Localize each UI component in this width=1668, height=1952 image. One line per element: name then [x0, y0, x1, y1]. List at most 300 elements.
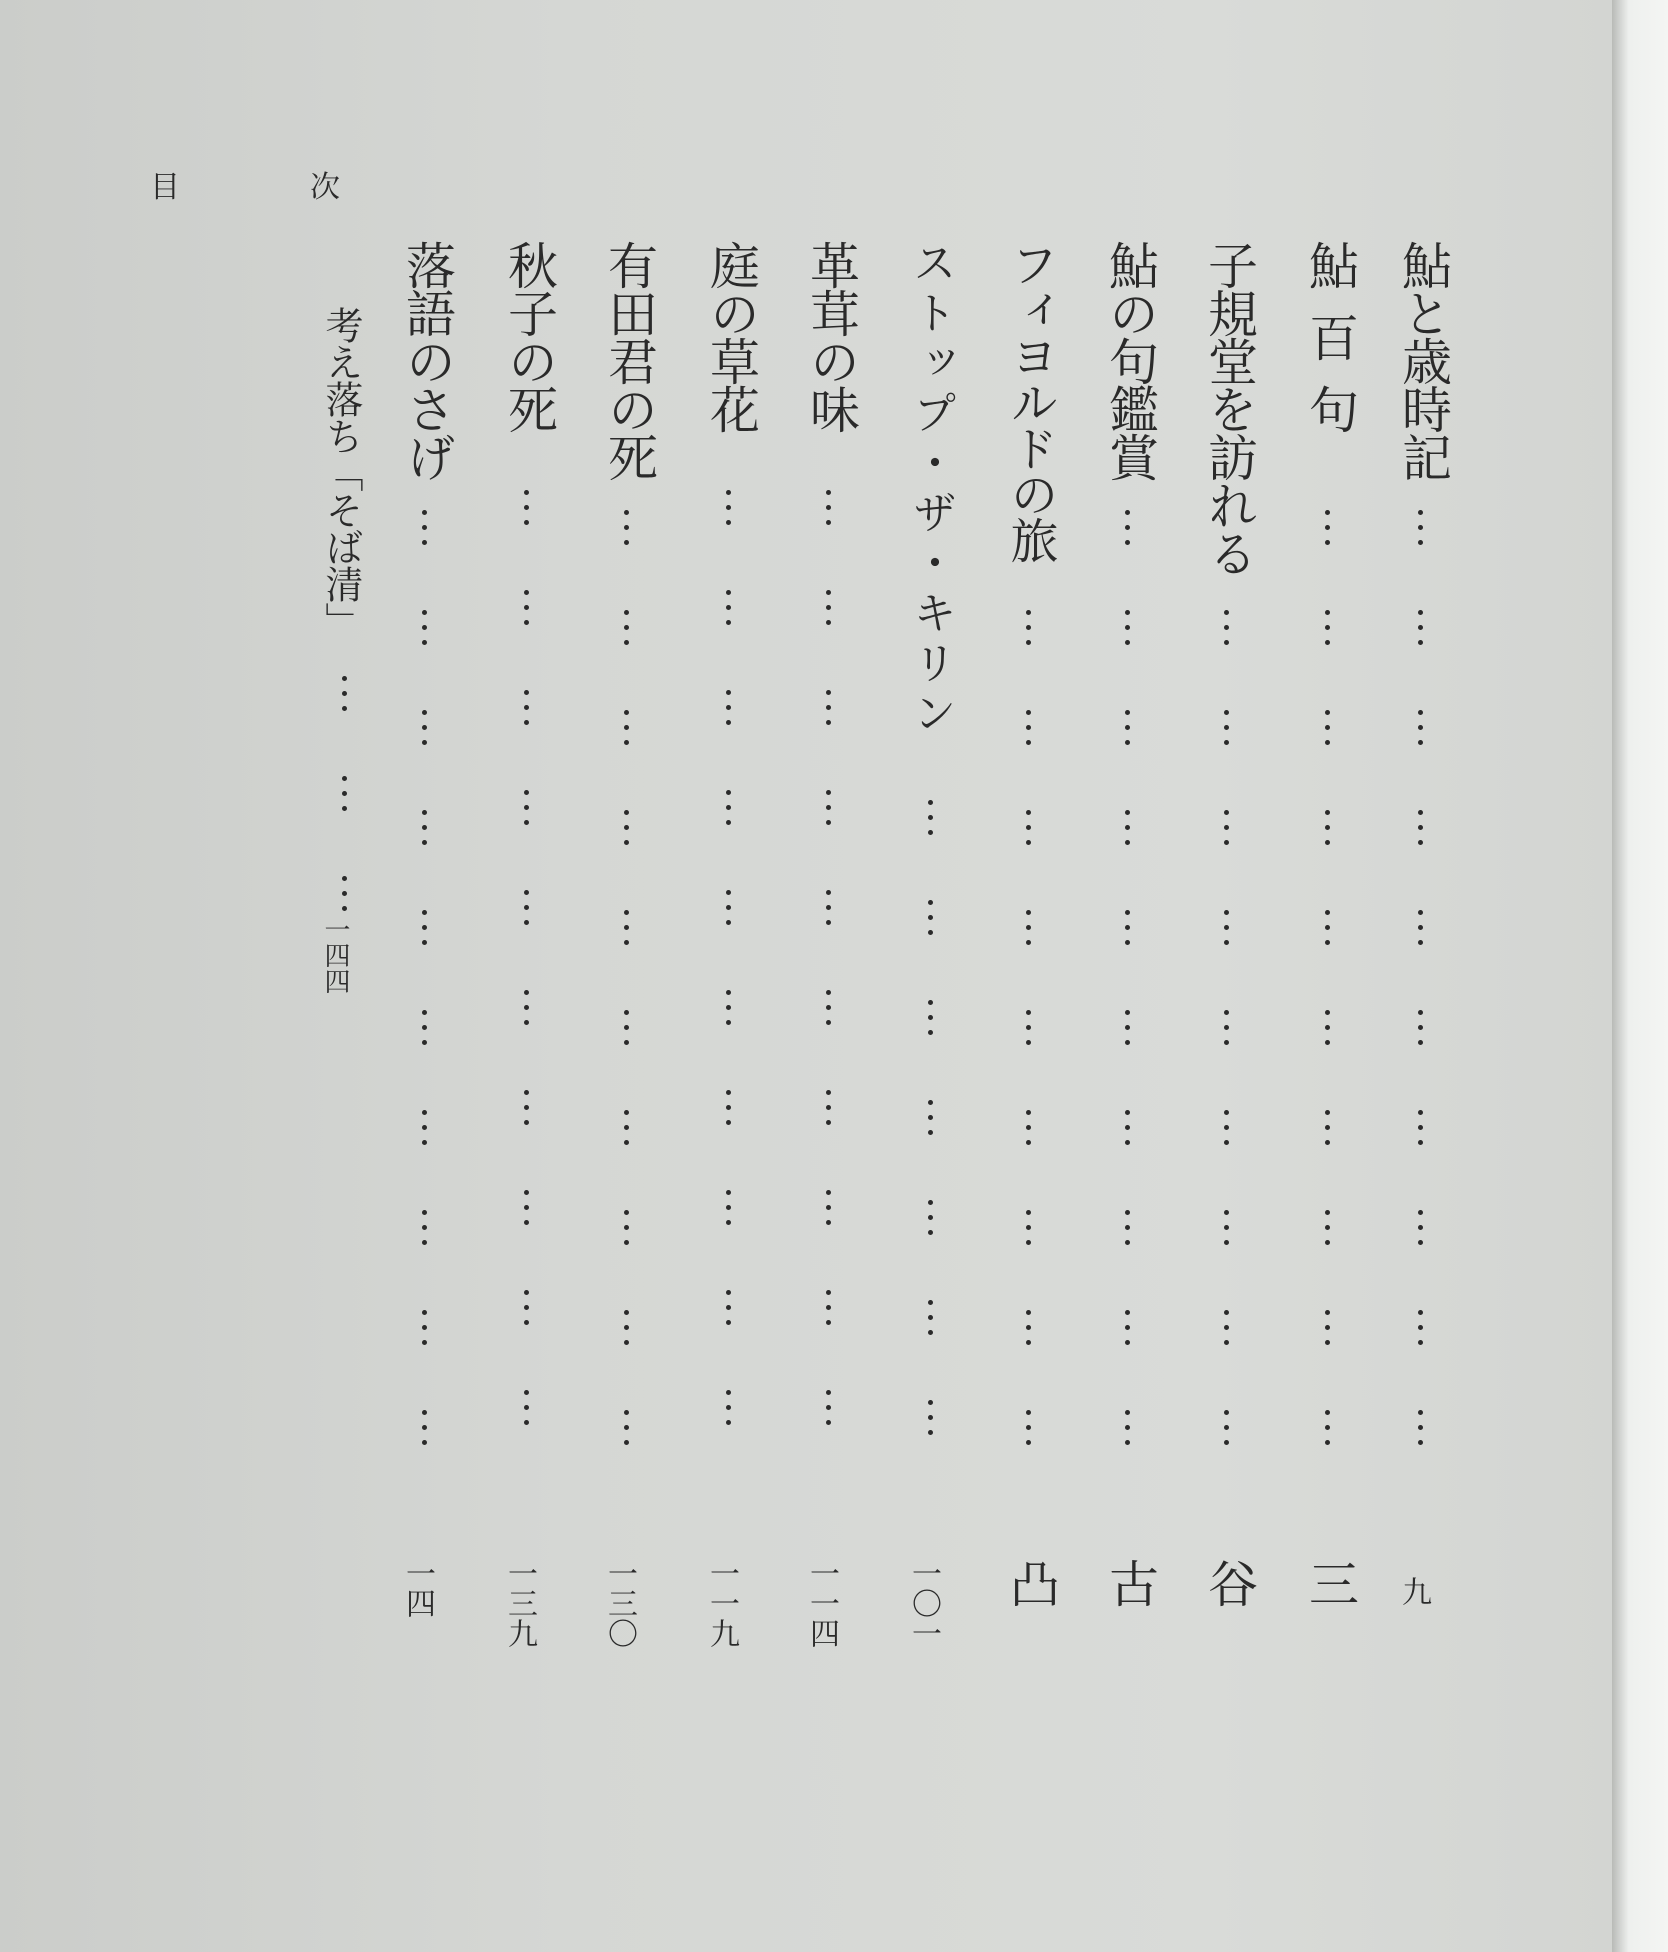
- leader-dot: [1418, 710, 1423, 715]
- toc-entry-title: 落語のさげ: [398, 240, 456, 480]
- leader-dot: [1325, 625, 1330, 630]
- leader-dot: [342, 806, 347, 811]
- leader-dot: [342, 706, 347, 711]
- leader-dot: [826, 1090, 831, 1095]
- toc-heading-left: 目: [150, 170, 180, 205]
- leader-dot: [1224, 710, 1229, 715]
- leader-dot: [1224, 1340, 1229, 1345]
- toc-entry-page: 凸: [1002, 1558, 1060, 1608]
- leader-dot: [1224, 1240, 1229, 1245]
- leader-dot: [1418, 1010, 1423, 1015]
- leader-dot: [422, 810, 427, 815]
- leader-dot: [1224, 1210, 1229, 1215]
- toc-entry-title: 秋子の死: [500, 240, 558, 432]
- leader-dot: [1026, 610, 1031, 615]
- leader-dot: [524, 520, 529, 525]
- leader-dot: [928, 815, 933, 820]
- leader-dot: [1125, 1340, 1130, 1345]
- leader-dot: [826, 605, 831, 610]
- leader-dot: [1325, 610, 1330, 615]
- leader-dot: [1224, 1110, 1229, 1115]
- leader-dot: [1418, 625, 1423, 630]
- leader-dot: [1125, 1140, 1130, 1145]
- leader-dot: [524, 605, 529, 610]
- leader-dot: [1026, 810, 1031, 815]
- leader-dot: [1325, 540, 1330, 545]
- leader-dot: [624, 1140, 629, 1145]
- leader-dot: [928, 1300, 933, 1305]
- leader-dot: [624, 1325, 629, 1330]
- leader-dot: [1125, 1425, 1130, 1430]
- leader-dot: [1026, 1340, 1031, 1345]
- leader-dot: [726, 805, 731, 810]
- leader-dot: [624, 1110, 629, 1115]
- leader-dot: [524, 1320, 529, 1325]
- leader-dot: [1026, 1010, 1031, 1015]
- leader-dot: [1418, 1410, 1423, 1415]
- leader-dot: [524, 1005, 529, 1010]
- leader-dot: [1026, 1240, 1031, 1245]
- leader-dot: [1125, 710, 1130, 715]
- leader-dot: [1325, 825, 1330, 830]
- leader-dot: [524, 1390, 529, 1395]
- leader-dot: [1418, 725, 1423, 730]
- toc-entry-page: 一一九: [704, 1558, 739, 1648]
- toc-entry-title: 子規堂を訪れる: [1200, 240, 1258, 576]
- leader-dot: [1224, 1010, 1229, 1015]
- leader-dot: [726, 505, 731, 510]
- leader-dot: [524, 1120, 529, 1125]
- leader-dot: [928, 1430, 933, 1435]
- leader-dot: [928, 1415, 933, 1420]
- leader-dot: [422, 710, 427, 715]
- leader-dot: [1325, 510, 1330, 515]
- leader-dot: [1026, 940, 1031, 945]
- leader-dot: [826, 1320, 831, 1325]
- leader-dot: [1125, 825, 1130, 830]
- leader-dot: [1224, 740, 1229, 745]
- toc-entry-title: 庭の草花: [702, 240, 760, 432]
- leader-dot: [1418, 825, 1423, 830]
- leader-dot: [1026, 1125, 1031, 1130]
- leader-dot: [422, 540, 427, 545]
- leader-dot: [422, 610, 427, 615]
- leader-dot: [826, 720, 831, 725]
- leader-dot: [624, 1025, 629, 1030]
- leader-dot: [928, 1015, 933, 1020]
- leader-dot: [1325, 940, 1330, 945]
- leader-dot: [342, 791, 347, 796]
- leader-dot: [524, 990, 529, 995]
- leader-dot: [1418, 525, 1423, 530]
- leader-dot: [928, 930, 933, 935]
- leader-dot: [1418, 1040, 1423, 1045]
- leader-dot: [624, 1240, 629, 1245]
- leader-dot: [422, 940, 427, 945]
- leader-dot: [726, 820, 731, 825]
- leader-dot: [624, 510, 629, 515]
- leader-dot: [1224, 925, 1229, 930]
- leader-dot: [524, 620, 529, 625]
- leader-dot: [726, 1105, 731, 1110]
- leader-dot: [1125, 810, 1130, 815]
- leader-dot: [726, 790, 731, 795]
- leader-dot: [928, 1130, 933, 1135]
- leader-dot: [1026, 1425, 1031, 1430]
- leader-dot: [726, 890, 731, 895]
- leader-dot: [826, 920, 831, 925]
- leader-dot: [1325, 1040, 1330, 1045]
- leader-dot: [624, 925, 629, 930]
- leader-dot: [826, 990, 831, 995]
- leader-dot: [422, 1225, 427, 1230]
- leader-dot: [1026, 925, 1031, 930]
- leader-dot: [1026, 710, 1031, 715]
- leader-dot: [1125, 840, 1130, 845]
- leader-dot: [726, 1420, 731, 1425]
- leader-dot: [826, 1420, 831, 1425]
- leader-dot: [826, 805, 831, 810]
- leader-dot: [928, 1230, 933, 1235]
- leader-dot: [928, 1000, 933, 1005]
- leader-dot: [1325, 1225, 1330, 1230]
- toc-entry-page: 一一四: [804, 1558, 839, 1648]
- leader-dot: [1224, 1310, 1229, 1315]
- leader-dot: [1125, 610, 1130, 615]
- leader-dot: [624, 725, 629, 730]
- leader-dot: [1125, 1010, 1130, 1015]
- leader-dot: [422, 840, 427, 845]
- leader-dot: [1325, 1410, 1330, 1415]
- leader-dot: [826, 490, 831, 495]
- leader-dot: [624, 1440, 629, 1445]
- leader-dot: [1418, 910, 1423, 915]
- leader-dot: [524, 1305, 529, 1310]
- leader-dot: [1224, 910, 1229, 915]
- leader-dot: [342, 691, 347, 696]
- leader-dot: [624, 1225, 629, 1230]
- leader-dot: [1325, 1025, 1330, 1030]
- leader-dot: [726, 1190, 731, 1195]
- leader-dot: [928, 1400, 933, 1405]
- leader-dot: [1125, 1310, 1130, 1315]
- leader-dot: [422, 1410, 427, 1415]
- leader-dot: [1325, 1425, 1330, 1430]
- leader-dot: [726, 605, 731, 610]
- leader-dot: [1125, 1210, 1130, 1215]
- leader-dot: [1418, 540, 1423, 545]
- toc-entry-title: 鮎百句: [1301, 240, 1359, 456]
- leader-dot: [422, 1125, 427, 1130]
- leader-dot: [422, 1025, 427, 1030]
- leader-dot: [726, 1020, 731, 1025]
- leader-dot: [1026, 740, 1031, 745]
- leader-dot: [624, 810, 629, 815]
- leader-dot: [1125, 625, 1130, 630]
- toc-entry-page: 一〇一: [906, 1558, 941, 1648]
- leader-dot: [422, 1140, 427, 1145]
- leader-dot: [624, 940, 629, 945]
- leader-dot: [1125, 925, 1130, 930]
- leader-dot: [624, 1425, 629, 1430]
- leader-dot: [826, 1290, 831, 1295]
- leader-dot: [1125, 1040, 1130, 1045]
- leader-dot: [1125, 1025, 1130, 1030]
- leader-dot: [524, 1190, 529, 1195]
- leader-dot: [726, 1205, 731, 1210]
- leader-dot: [826, 690, 831, 695]
- leader-dot: [422, 1325, 427, 1330]
- leader-dot: [1325, 910, 1330, 915]
- leader-dot: [1026, 725, 1031, 730]
- leader-dot: [1325, 740, 1330, 745]
- leader-dot: [422, 910, 427, 915]
- leader-dot: [826, 905, 831, 910]
- leader-dot: [422, 510, 427, 515]
- leader-dot: [624, 740, 629, 745]
- leader-dot: [1224, 640, 1229, 645]
- toc-heading: [150, 162, 340, 206]
- leader-dot: [826, 1305, 831, 1310]
- leader-dot: [1224, 825, 1229, 830]
- leader-dot: [624, 625, 629, 630]
- leader-dot: [928, 1315, 933, 1320]
- leader-dot: [1418, 1225, 1423, 1230]
- leader-dot: [524, 1220, 529, 1225]
- leader-dot: [928, 830, 933, 835]
- leader-dot: [726, 1320, 731, 1325]
- leader-dot: [1418, 1325, 1423, 1330]
- leader-dot: [1418, 610, 1423, 615]
- leader-dot: [524, 590, 529, 595]
- leader-dot: [1125, 910, 1130, 915]
- leader-dot: [524, 490, 529, 495]
- leader-dot: [726, 520, 731, 525]
- leader-dot: [524, 705, 529, 710]
- leader-dot: [1418, 810, 1423, 815]
- leader-dot: [726, 1005, 731, 1010]
- leader-dot: [1418, 740, 1423, 745]
- leader-dot: [1325, 640, 1330, 645]
- leader-dot: [726, 1405, 731, 1410]
- leader-dot: [422, 1210, 427, 1215]
- leader-dot: [422, 825, 427, 830]
- leader-dot: [726, 690, 731, 695]
- leader-dot: [1418, 1440, 1423, 1445]
- leader-dot: [928, 1100, 933, 1105]
- leader-dot: [1026, 1110, 1031, 1115]
- leader-dot: [726, 1390, 731, 1395]
- leader-dot: [1418, 1140, 1423, 1145]
- toc-entry-page: 谷: [1200, 1558, 1258, 1608]
- leader-dot: [1418, 1240, 1423, 1245]
- leader-dot: [726, 905, 731, 910]
- toc-entry-page: 三: [1301, 1558, 1359, 1608]
- leader-dot: [524, 1090, 529, 1095]
- leader-dot: [1125, 510, 1130, 515]
- leader-dot: [1125, 525, 1130, 530]
- leader-dot: [524, 690, 529, 695]
- leader-dot: [826, 1390, 831, 1395]
- leader-dot: [826, 505, 831, 510]
- leader-dot: [1026, 1410, 1031, 1415]
- leader-dot: [1125, 1125, 1130, 1130]
- leader-dot: [928, 915, 933, 920]
- leader-dot: [928, 900, 933, 905]
- toc-heading-right: 次: [310, 170, 340, 205]
- leader-dot: [1418, 1110, 1423, 1115]
- leader-dot: [624, 640, 629, 645]
- leader-dot: [1224, 1225, 1229, 1230]
- leader-dot: [826, 1120, 831, 1125]
- leader-dot: [1026, 1210, 1031, 1215]
- leader-dot: [1224, 610, 1229, 615]
- leader-dot: [342, 891, 347, 896]
- toc-entry-title: フィヨルドの旅: [1002, 240, 1058, 562]
- page-edge: [1612, 0, 1668, 1952]
- leader-dot: [422, 740, 427, 745]
- leader-dot: [726, 990, 731, 995]
- leader-dot: [1125, 1110, 1130, 1115]
- leader-dot: [826, 1005, 831, 1010]
- leader-dot: [422, 1010, 427, 1015]
- toc-entry-page: 一四: [400, 1558, 435, 1618]
- leader-dot: [422, 640, 427, 645]
- leader-dot: [1125, 940, 1130, 945]
- leader-dot: [726, 490, 731, 495]
- leader-dot: [1418, 1340, 1423, 1345]
- leader-dot: [422, 1425, 427, 1430]
- leader-dot: [1325, 525, 1330, 530]
- leader-dot: [624, 1040, 629, 1045]
- leader-dot: [1418, 1310, 1423, 1315]
- leader-dot: [726, 705, 731, 710]
- leader-dot: [1125, 640, 1130, 645]
- leader-dot: [624, 1010, 629, 1015]
- leader-dot: [826, 520, 831, 525]
- toc-entry-title: 鮎の句鑑賞: [1101, 240, 1159, 480]
- leader-dot: [1418, 940, 1423, 945]
- leader-dot: [624, 1340, 629, 1345]
- leader-dot: [1224, 1440, 1229, 1445]
- leader-dot: [726, 590, 731, 595]
- leader-dot: [1224, 940, 1229, 945]
- leader-dot: [726, 1305, 731, 1310]
- leader-dot: [524, 790, 529, 795]
- toc-entry-title: 革茸の味: [802, 240, 860, 432]
- leader-dot: [1125, 540, 1130, 545]
- leader-dot: [1125, 1225, 1130, 1230]
- leader-dot: [1418, 640, 1423, 645]
- leader-dot: [624, 1125, 629, 1130]
- leader-dot: [1125, 740, 1130, 745]
- leader-dot: [1125, 1410, 1130, 1415]
- leader-dot: [826, 1105, 831, 1110]
- leader-dot: [422, 525, 427, 530]
- leader-dot: [1325, 710, 1330, 715]
- leader-dot: [928, 800, 933, 805]
- leader-dot: [826, 1190, 831, 1195]
- leader-dot: [928, 1330, 933, 1335]
- leader-dot: [1325, 1210, 1330, 1215]
- leader-dot: [1026, 625, 1031, 630]
- leader-dot: [524, 720, 529, 725]
- leader-dot: [524, 1290, 529, 1295]
- leader-dot: [422, 1310, 427, 1315]
- leader-dot: [1325, 725, 1330, 730]
- leader-dot: [1418, 1025, 1423, 1030]
- leader-dot: [422, 1340, 427, 1345]
- leader-dot: [524, 805, 529, 810]
- leader-dot: [624, 825, 629, 830]
- leader-dot: [1325, 1325, 1330, 1330]
- toc-entry-title: 鮎と歳時記: [1394, 240, 1452, 480]
- leader-dot: [1224, 625, 1229, 630]
- leader-dot: [826, 1205, 831, 1210]
- leader-dot: [1325, 810, 1330, 815]
- leader-dot: [1418, 1210, 1423, 1215]
- leader-dot: [1026, 1040, 1031, 1045]
- leader-dot: [726, 1120, 731, 1125]
- leader-dot: [342, 676, 347, 681]
- leader-dot: [422, 725, 427, 730]
- leader-dot: [524, 1205, 529, 1210]
- leader-dot: [1026, 910, 1031, 915]
- leader-dot: [1325, 925, 1330, 930]
- toc-entry-page: 一三〇: [602, 1558, 637, 1648]
- leader-dot: [826, 890, 831, 895]
- leader-dot: [1224, 725, 1229, 730]
- leader-dot: [1026, 1140, 1031, 1145]
- leader-dot: [1224, 1140, 1229, 1145]
- leader-dot: [1325, 1240, 1330, 1245]
- leader-dot: [928, 1200, 933, 1205]
- leader-dot: [1224, 1125, 1229, 1130]
- leader-dot: [524, 1020, 529, 1025]
- leader-dot: [726, 1290, 731, 1295]
- leader-dot: [1224, 1425, 1229, 1430]
- leader-dot: [1224, 1325, 1229, 1330]
- toc-entry-title: 有田君の死: [600, 240, 658, 480]
- leader-dot: [624, 540, 629, 545]
- leader-dot: [422, 625, 427, 630]
- leader-dot: [1026, 1310, 1031, 1315]
- leader-dot: [928, 1215, 933, 1220]
- toc-entry-page: 一三九: [502, 1558, 537, 1648]
- leader-dot: [826, 1220, 831, 1225]
- toc-entry-page: 一四四: [320, 916, 350, 994]
- leader-dot: [524, 905, 529, 910]
- leader-dot: [1125, 1325, 1130, 1330]
- toc-entry-title: ストップ・ザ・キリン: [905, 240, 956, 740]
- leader-dot: [826, 820, 831, 825]
- leader-dot: [1224, 1410, 1229, 1415]
- leader-dot: [1325, 1110, 1330, 1115]
- leader-dot: [826, 590, 831, 595]
- leader-dot: [826, 705, 831, 710]
- leader-dot: [726, 920, 731, 925]
- leader-dot: [1026, 1325, 1031, 1330]
- leader-dot: [1418, 840, 1423, 845]
- leader-dot: [726, 620, 731, 625]
- leader-dot: [928, 1030, 933, 1035]
- leader-dot: [1026, 1440, 1031, 1445]
- leader-dot: [524, 820, 529, 825]
- leader-dot: [1325, 1340, 1330, 1345]
- leader-dot: [524, 505, 529, 510]
- leader-dot: [1325, 1010, 1330, 1015]
- leader-dot: [1224, 1040, 1229, 1045]
